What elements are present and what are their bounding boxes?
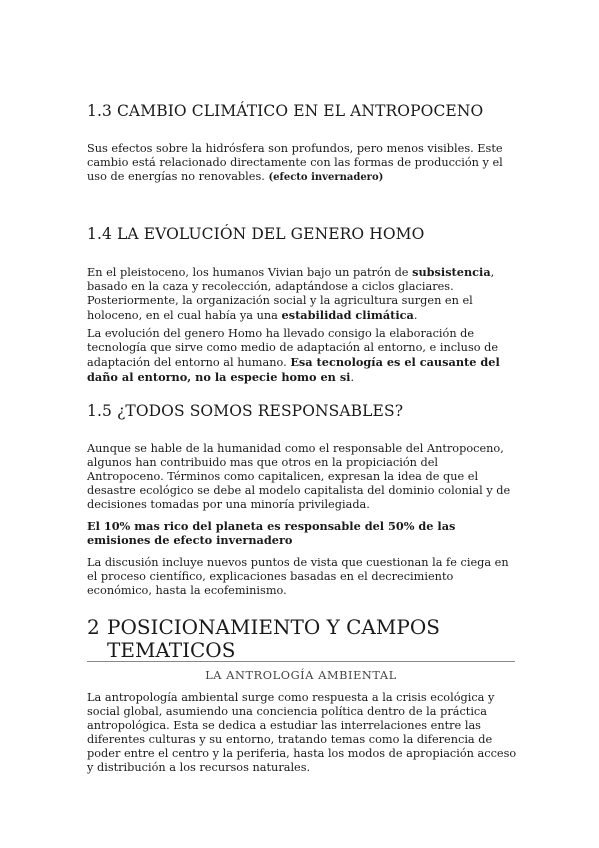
paragraph-text: . — [350, 371, 355, 384]
heading-title-line1: POSICIONAMIENTO Y CAMPOS — [107, 615, 440, 639]
paragraph-bold: (efecto invernadero) — [268, 172, 384, 183]
paragraph-text: . — [413, 309, 418, 322]
paragraph-1-4-a — [87, 265, 517, 323]
subheading: LA ANTROLOGÍA AMBIENTAL — [205, 669, 397, 682]
heading-divider — [87, 661, 515, 662]
paragraph-text: Sus efectos sobre la hidrósfera son profundos, pero menos visibles. Este cambio está relacionado directamente con las formas de producción y el uso de energías no renovables. — [87, 142, 503, 183]
paragraph-2: La antropología ambiental surge como respuesta a la crisis ecológica y social global, asumiendo una conciencia política dentro de la práctica antropológica. Esta se dedica a estudiar las interrelaciones entre las diferentes culturas y su entorno, tratando temas como la diferencia de poder entre el centro y la periferia, hasta los modos de apropiación acceso y distribución a los recursos naturales. — [87, 691, 517, 774]
paragraph-text: En el pleistoceno, los humanos Vivian bajo un patrón de — [87, 266, 413, 279]
paragraph-1-4-b — [87, 327, 517, 385]
paragraph-bold: subsistencia — [412, 265, 491, 279]
paragraph-1-5-a: Aunque se hable de la humanidad como el responsable del Antropoceno, algunos han contribuido mas que otros en la propiciación del Antropoceno. Términos como capitalicen, expresan la idea de que el desastre ecológico se debe al modelo capitalista del dominio colonial y de decisiones tomadas por una minoría privilegiada. — [87, 442, 511, 511]
heading-2 — [87, 616, 517, 662]
heading-1-4: 1.4 LA EVOLUCIÓN DEL GENERO HOMO — [87, 225, 425, 243]
paragraph-bold: estabilidad climática — [281, 308, 414, 322]
paragraph-1-5-bold: El 10% mas rico del planeta es responsable del 50% de las emisiones de efecto invernadero — [87, 519, 456, 547]
heading-title-line2: TEMATICOS — [107, 638, 236, 662]
heading-1-3: 1.3 CAMBIO CLIMÁTICO EN EL ANTROPOCENO — [87, 102, 484, 120]
heading-1-5: 1.5 ¿TODOS SOMOS RESPONSABLES? — [87, 402, 404, 420]
heading-number: 2 — [87, 615, 100, 639]
paragraph-1-3 — [87, 142, 517, 185]
paragraph-text: La evolución del genero Homo ha llevado consigo la elaboración de tecnología que sirve como medio de adaptación al entorno, e incluso de adaptación del entorno al humano. — [87, 327, 499, 369]
paragraph-text: , basado en la caza y recolección, adaptándose a ciclos glaciares. Posteriormente, la organización social y la agricultura surgen en el holoceno, en el cual había ya una — [87, 266, 495, 322]
paragraph-bold: Esa tecnología es el causante del daño al entorno, no la especie homo en si — [87, 355, 500, 384]
paragraph-1-5-c: La discusión incluye nuevos puntos de vista que cuestionan la fe ciega en el proceso científico, explicaciones basadas en el decrecimiento económico, hasta la ecofeminismo. — [87, 556, 509, 597]
